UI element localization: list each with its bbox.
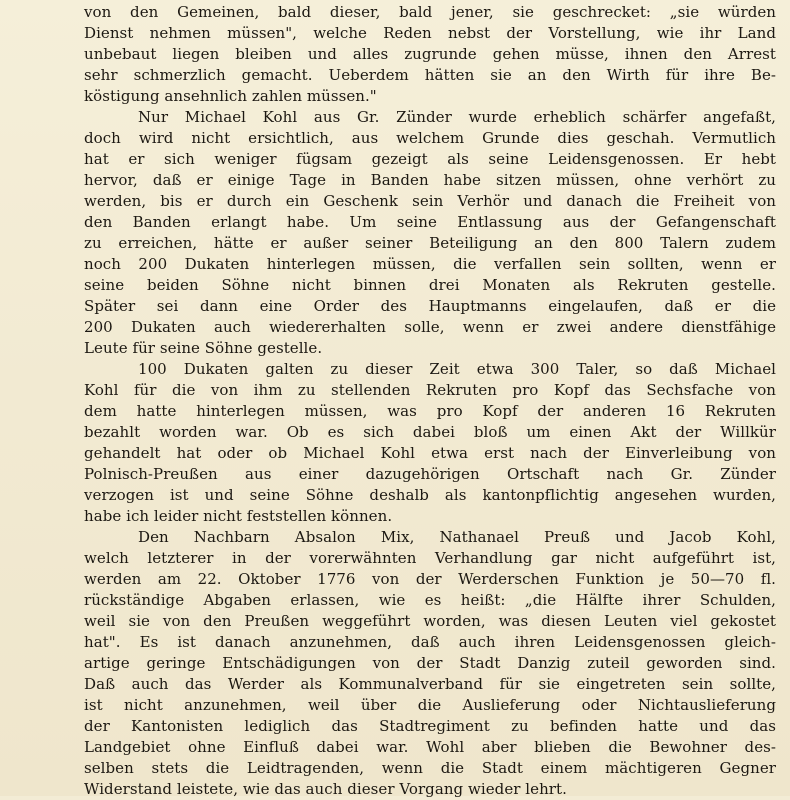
text-line: doch wird nicht ersichtlich, aus welchem Grunde dies geschah. Vermutlich <box>84 129 776 147</box>
text-line: selben stets die Leidtragenden, wenn die Stadt einem mächtigeren Gegner <box>84 759 776 777</box>
text-line: welch letzterer in der vorerwähnten Verhandlung gar nicht aufgeführt ist, <box>84 549 776 567</box>
text-line: sehr schmerzlich gemacht. Ueberdem hätten sie an den Wirth für ihre Be- <box>84 66 776 84</box>
text-line: weil sie von den Preußen weggeführt worden, was diesen Leuten viel gekostet <box>84 612 776 630</box>
text-line: 200 Dukaten auch wiedererhalten solle, wenn er zwei andere dienstfähige <box>84 318 776 336</box>
paragraph-first-line: 100 Dukaten galten zu dieser Zeit etwa 300 Taler, so daß Michael <box>138 360 776 378</box>
text-line: zu erreichen, hätte er außer seiner Beteiligung an den 800 Talern zudem <box>84 234 776 252</box>
text-line: den Banden erlangt habe. Um seine Entlassung aus der Gefangenschaft <box>84 213 776 231</box>
text-line: köstigung ansehnlich zahlen müssen." <box>84 87 377 105</box>
body-text <box>84 2 776 800</box>
paragraph-first-line: Nur Michael Kohl aus Gr. Zünder wurde erheblich schärfer angefaßt, <box>138 108 776 126</box>
text-line: hervor, daß er einige Tage in Banden habe sitzen müssen, ohne verhört zu <box>84 171 776 189</box>
text-line: gehandelt hat oder ob Michael Kohl etwa erst nach der Einverleibung von <box>84 444 776 462</box>
text-line: seine beiden Söhne nicht binnen drei Monaten als Rekruten gestelle. <box>84 276 776 294</box>
text-line: Polnisch-Preußen aus einer dazugehörigen Ortschaft nach Gr. Zünder <box>84 465 776 483</box>
text-line: Landgebiet ohne Einfluß dabei war. Wohl aber blieben die Bewohner des- <box>84 738 776 756</box>
text-line: verzogen ist und seine Söhne deshalb als kantonpflichtig angesehen wurden, <box>84 486 776 504</box>
text-line: werden, bis er durch ein Geschenk sein Verhör und danach die Freiheit von <box>84 192 776 210</box>
text-line: unbebaut liegen bleiben und alles zugrunde gehen müsse, ihnen den Arrest <box>84 45 776 63</box>
text-line: Kohl für die von ihm zu stellenden Rekruten pro Kopf das Sechsfache von <box>84 381 776 399</box>
text-line: von den Gemeinen, bald dieser, bald jener, sie geschrecket: „sie würden <box>84 3 776 21</box>
text-line: ist nicht anzunehmen, weil über die Auslieferung oder Nichtauslieferung <box>84 696 776 714</box>
text-line: Leute für seine Söhne gestelle. <box>84 339 323 357</box>
text-line: Widerstand leistete, wie das auch dieser Vorgang wieder lehrt. <box>84 780 567 798</box>
text-line: werden am 22. Oktober 1776 von der Werderschen Funktion je 50—70 fl. <box>84 570 776 588</box>
paragraph-first-line: Den Nachbarn Absalon Mix, Nathanael Preuß und Jacob Kohl, <box>138 528 776 546</box>
text-line: Später sei dann eine Order des Hauptmanns eingelaufen, daß er die <box>84 297 776 315</box>
text-line: Dienst nehmen müssen", welche Reden nebst der Vorstellung, wie ihr Land <box>84 24 776 42</box>
text-line: noch 200 Dukaten hinterlegen müssen, die verfallen sein sollten, wenn er <box>84 255 776 273</box>
text-line: hat". Es ist danach anzunehmen, daß auch ihren Leidensgenossen gleich- <box>84 633 776 651</box>
text-line: hat er sich weniger fügsam gezeigt als seine Leidensgenossen. Er hebt <box>84 150 776 168</box>
text-line: dem hatte hinterlegen müssen, was pro Kopf der anderen 16 Rekruten <box>84 402 776 420</box>
text-line: bezahlt worden war. Ob es sich dabei bloß um einen Akt der Willkür <box>84 423 776 441</box>
text-line: artige geringe Entschädigungen von der Stadt Danzig zuteil geworden sind. <box>84 654 776 672</box>
text-line: rückständige Abgaben erlassen, wie es heißt: „die Hälfte ihrer Schulden, <box>84 591 776 609</box>
text-line: habe ich leider nicht feststellen können. <box>84 507 393 525</box>
text-line: der Kantonisten lediglich das Stadtregiment zu befinden hatte und das <box>84 717 776 735</box>
text-line: Daß auch das Werder als Kommunalverband für sie eingetreten sein sollte, <box>84 675 776 693</box>
